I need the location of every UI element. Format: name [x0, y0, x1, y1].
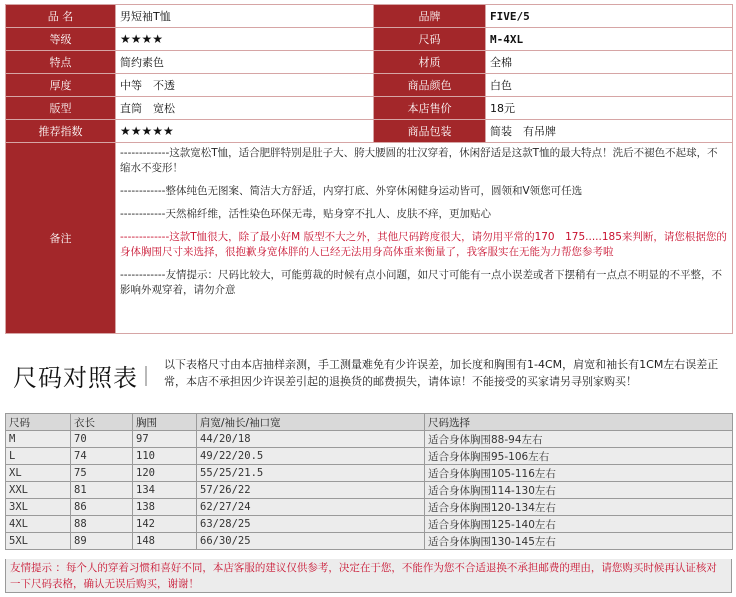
size-cell: 适合身体胸围95-106左右 — [425, 448, 733, 465]
attribute-value: 男短袖T恤 — [116, 5, 374, 28]
attribute-label: 商品颜色 — [374, 74, 486, 97]
attribute-value: M-4XL — [486, 28, 733, 51]
size-cell: 适合身体胸围88-94左右 — [425, 431, 733, 448]
attribute-value: 白色 — [486, 74, 733, 97]
attribute-value: 全棉 — [486, 51, 733, 74]
size-cell: 55/25/21.5 — [197, 465, 425, 482]
size-cell: 63/28/25 — [197, 516, 425, 533]
size-cell: 适合身体胸围130-145左右 — [425, 533, 733, 550]
note-paragraph: ------------整体纯色无图案、简洁大方舒适，内穿打底、外穿休闲健身运动皆可，圆领和V领您可任选 — [120, 185, 583, 197]
attribute-label: 版型 — [6, 97, 116, 120]
size-cell: 70 — [71, 431, 133, 448]
product-attributes-table — [5, 4, 733, 334]
size-row — [6, 499, 733, 516]
size-column-header: 胸围 — [133, 414, 197, 431]
size-row — [6, 482, 733, 499]
attribute-value: 简约素色 — [116, 51, 374, 74]
size-cell: 适合身体胸围120-134左右 — [425, 499, 733, 516]
notes-label: 备注 — [6, 143, 116, 334]
size-row — [6, 465, 733, 482]
size-cell: L — [6, 448, 71, 465]
size-chart-header — [5, 352, 732, 400]
attribute-value: FIVE/5 — [486, 5, 733, 28]
size-cell: 89 — [71, 533, 133, 550]
size-cell: 44/20/18 — [197, 431, 425, 448]
attribute-row — [6, 51, 733, 74]
attribute-label: 品 名 — [6, 5, 116, 28]
size-cell: 3XL — [6, 499, 71, 516]
size-cell: 5XL — [6, 533, 71, 550]
attribute-row — [6, 5, 733, 28]
attribute-value: 中等 不透 — [116, 74, 374, 97]
note-paragraph: -------------这款宽松T恤，适合肥胖特别是肚子大、胯大腰圆的壮汉穿着，休闲舒适是这款T恤的最大特点！洗后不褪色不起球，不缩水不变形！ — [120, 147, 718, 174]
size-row — [6, 533, 733, 550]
size-cell: 74 — [71, 448, 133, 465]
size-cell: 81 — [71, 482, 133, 499]
size-cell: 134 — [133, 482, 197, 499]
notes-content — [116, 143, 733, 334]
size-cell: 97 — [133, 431, 197, 448]
attribute-label: 特点 — [6, 51, 116, 74]
size-cell: 62/27/24 — [197, 499, 425, 516]
size-cell: 适合身体胸围105-116左右 — [425, 465, 733, 482]
notes-row — [6, 143, 733, 334]
attribute-row — [6, 97, 733, 120]
size-column-header: 衣长 — [71, 414, 133, 431]
attribute-value: 18元 — [486, 97, 733, 120]
attribute-row — [6, 120, 733, 143]
size-chart-title: 尺码对照表 — [13, 364, 138, 392]
size-cell: 57/26/22 — [197, 482, 425, 499]
title-divider — [145, 366, 147, 386]
note-paragraph: -------------这款T恤很大，除了最小好M 版型不大之外，其他尺码跨度很大，请勿用平常的170 175.....185来判断，请您根据您的身体胸围尺寸来选择，很抱歉身宽体胖的人已经无法用身高体重来衡量了，我客服实在无能为力帮您参考啦 — [120, 231, 727, 258]
attribute-label: 材质 — [374, 51, 486, 74]
attribute-label: 推荐指数 — [6, 120, 116, 143]
size-cell: 66/30/25 — [197, 533, 425, 550]
size-chart-table — [5, 413, 733, 550]
attribute-label: 尺码 — [374, 28, 486, 51]
size-chart-description: 以下表格尺寸由本店抽样亲测，手工测量难免有少许误差，加长度和胸围有1-4CM，肩宽和袖长有1CM左右误差正常，本店不承担因少许误差引起的退换货的邮费损失，请体谅！不能接受的买家请另寻别家购买！ — [164, 358, 719, 388]
size-cell: 88 — [71, 516, 133, 533]
size-row — [6, 448, 733, 465]
size-cell: 49/22/20.5 — [197, 448, 425, 465]
size-column-header: 肩宽/袖长/袖口宽 — [197, 414, 425, 431]
attribute-label: 厚度 — [6, 74, 116, 97]
size-column-header: 尺码 — [6, 414, 71, 431]
attribute-label: 品牌 — [374, 5, 486, 28]
size-cell: 86 — [71, 499, 133, 516]
size-cell: 适合身体胸围114-130左右 — [425, 482, 733, 499]
note-paragraph: ------------天然棉纤维，活性染色环保无毒，贴身穿不扎人、皮肤不痒，更加贴心 — [120, 208, 491, 220]
size-cell: XL — [6, 465, 71, 482]
attribute-row — [6, 28, 733, 51]
size-cell: M — [6, 431, 71, 448]
attribute-row — [6, 74, 733, 97]
attribute-value: 直筒 宽松 — [116, 97, 374, 120]
note-paragraph: ------------友情提示：尺码比较大，可能剪裁的时候有点小问题，如尺寸可能有一点小误差或者下摆稍有一点点不明显的不平整，不影响外观穿着，请勿介意 — [120, 269, 722, 296]
attribute-label: 本店售价 — [374, 97, 486, 120]
attribute-value: ★★★★ — [116, 28, 374, 51]
size-cell: 适合身体胸围125-140左右 — [425, 516, 733, 533]
size-cell: 138 — [133, 499, 197, 516]
size-row — [6, 431, 733, 448]
size-cell: 4XL — [6, 516, 71, 533]
attribute-value: 简装 有吊牌 — [486, 120, 733, 143]
attribute-label: 商品包装 — [374, 120, 486, 143]
footer-tip: 友情提示 ：每个人的穿着习惯和喜好不同，本店客服的建议仅供参考，决定在于您，不能作为您不合适退换不承担邮费的理由，请您购买时候再认证核对一下尺码表格，确认无误后购买，谢谢！ — [5, 559, 732, 593]
size-cell: 110 — [133, 448, 197, 465]
size-column-header: 尺码选择 — [425, 414, 733, 431]
attribute-label: 等级 — [6, 28, 116, 51]
size-cell: 120 — [133, 465, 197, 482]
size-table-header-row — [6, 414, 733, 431]
size-cell: 148 — [133, 533, 197, 550]
size-cell: 75 — [71, 465, 133, 482]
size-cell: XXL — [6, 482, 71, 499]
size-row — [6, 516, 733, 533]
attribute-value: ★★★★★ — [116, 120, 374, 143]
size-cell: 142 — [133, 516, 197, 533]
